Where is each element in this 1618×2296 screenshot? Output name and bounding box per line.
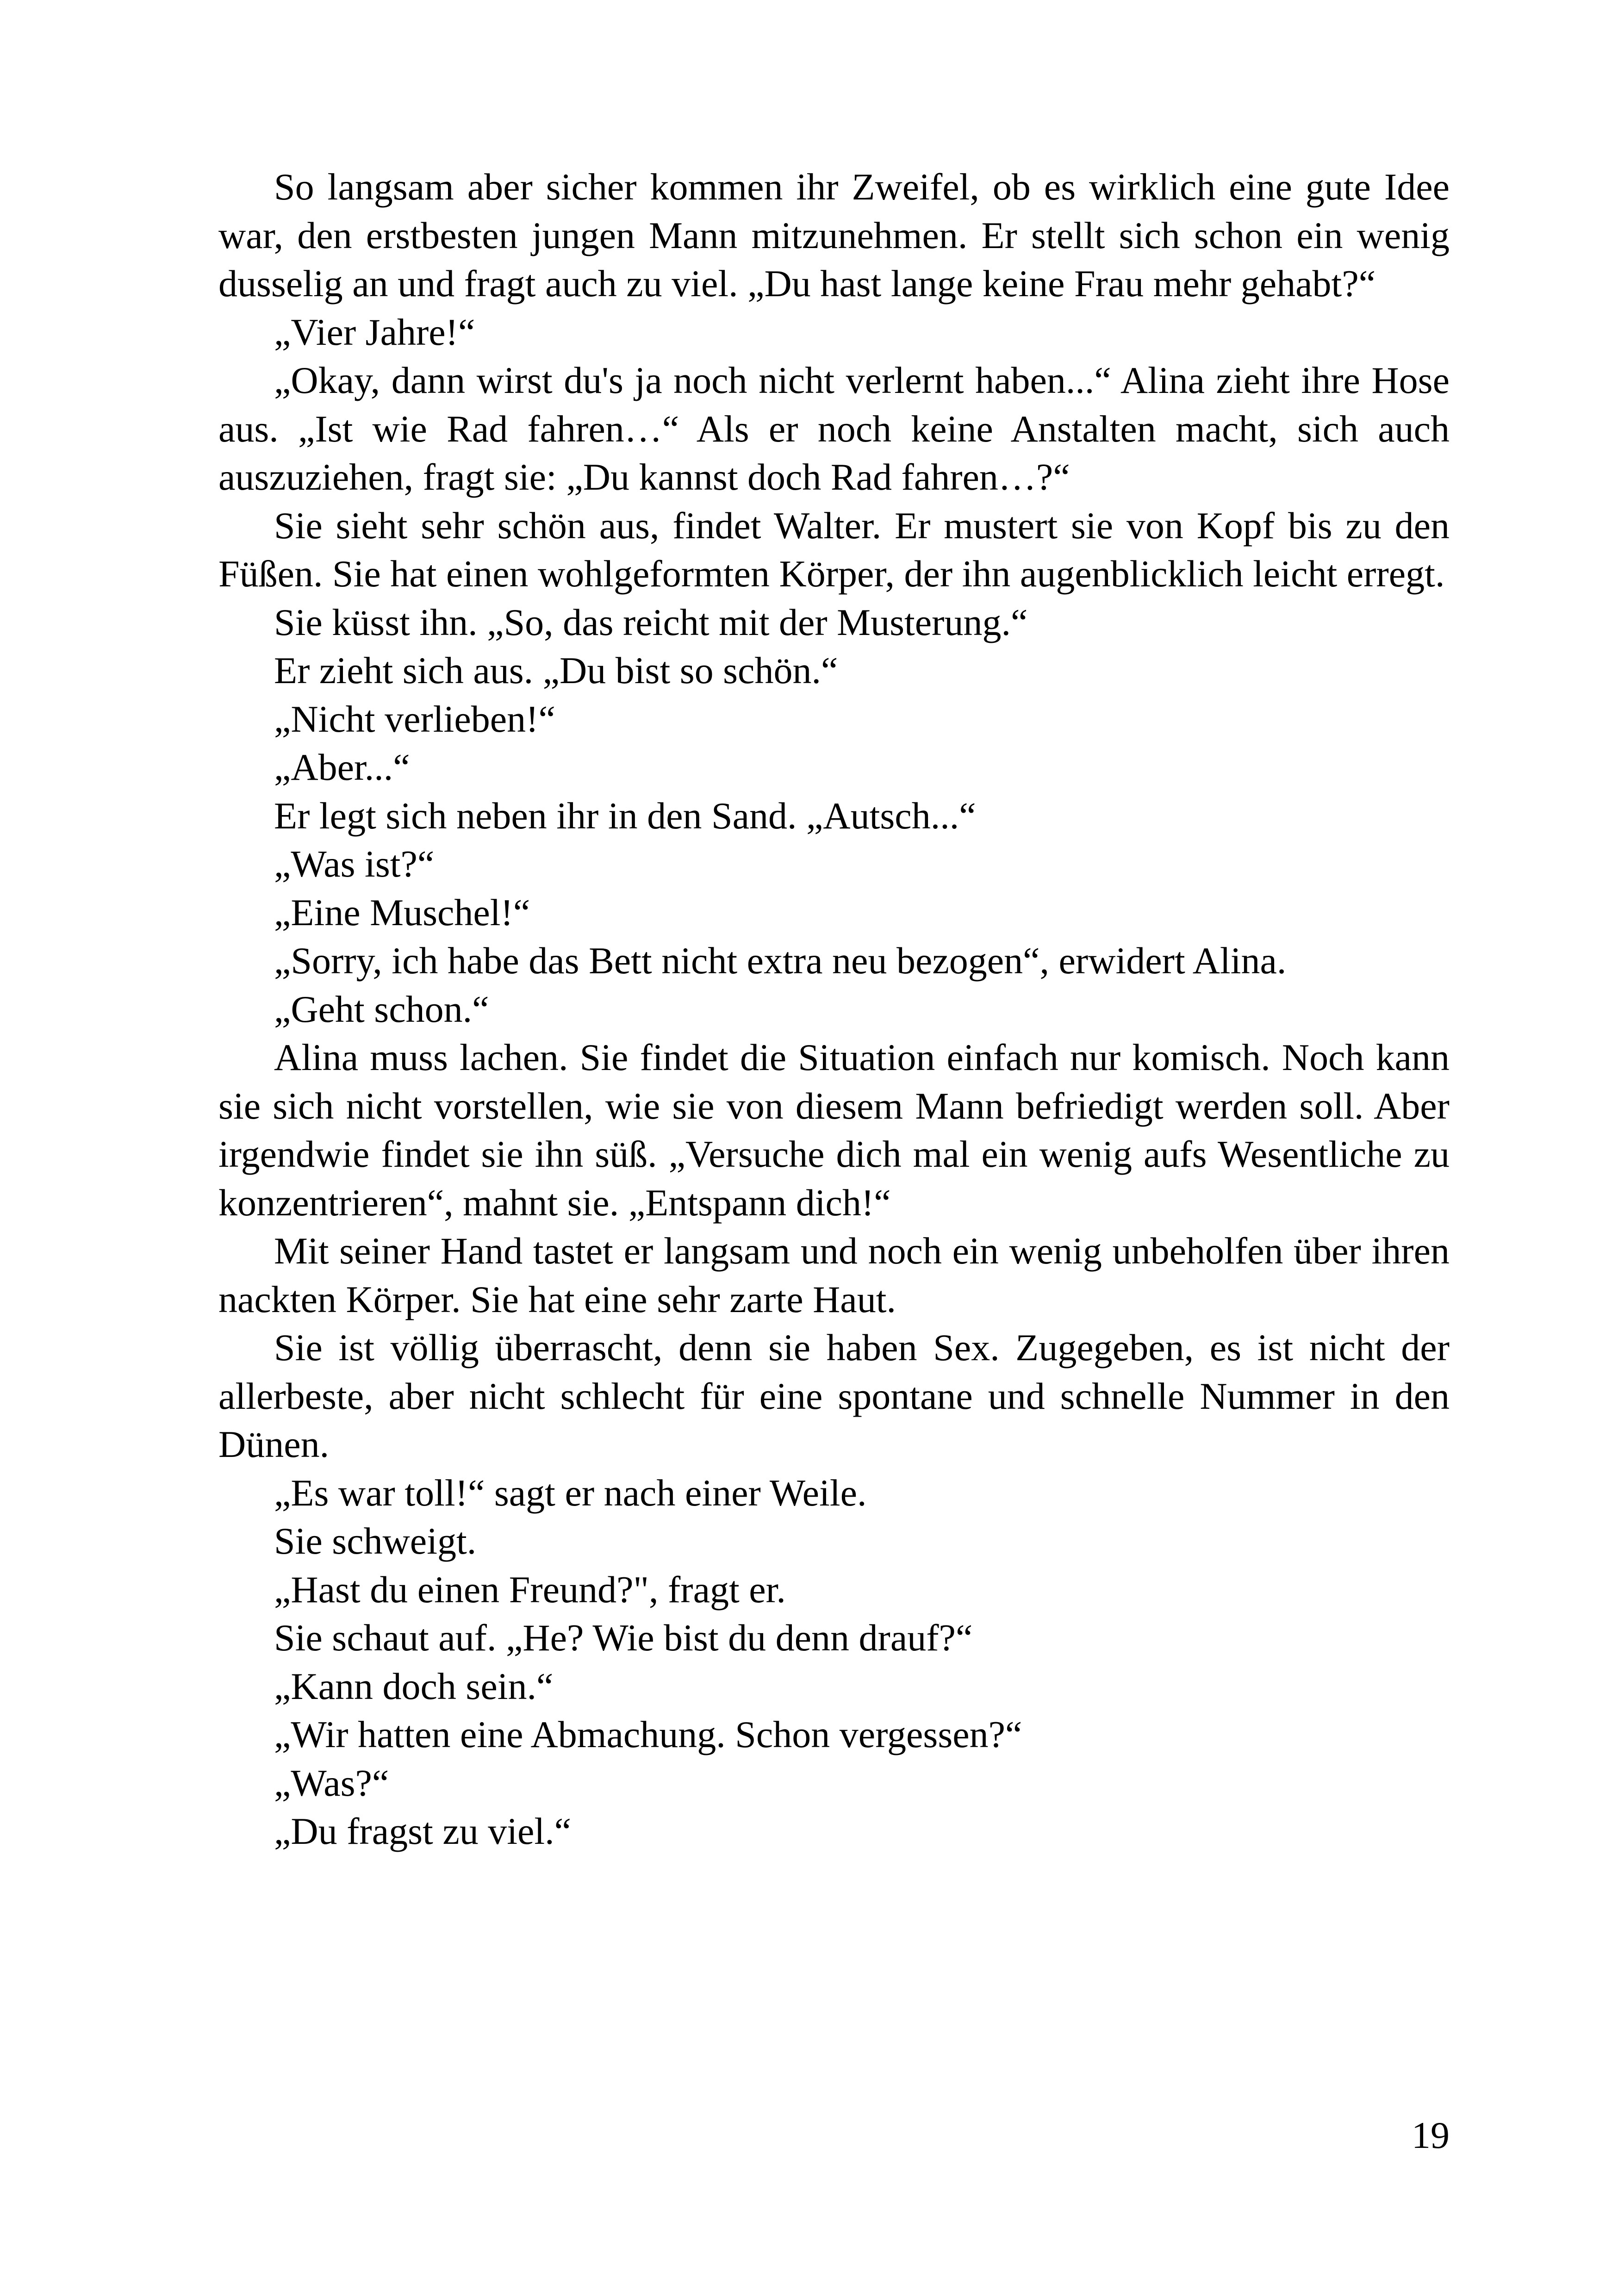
paragraph: Sie küsst ihn. „So, das reicht mit der Musterung.“ <box>274 601 1028 643</box>
page-number: 19 <box>1412 2114 1450 2156</box>
paragraph: „Kann doch sein.“ <box>274 1665 554 1707</box>
paragraph: „Hast du einen Freund?", fragt er. <box>274 1568 786 1611</box>
paragraph: „Es war toll!“ sagt er nach einer Weile. <box>274 1471 867 1514</box>
paragraph: Er zieht sich aus. „Du bist so schön.“ <box>274 649 838 691</box>
paragraph: Er legt sich neben ihr in den Sand. „Autsch...“ <box>274 794 976 837</box>
paragraph: Sie schaut auf. „He? Wie bist du denn drauf?“ <box>274 1617 973 1659</box>
paragraph: So langsam aber sicher kommen ihr Zweifel, ob es wirklich eine gute Idee war, den erstbesten jungen Mann mitzunehmen. Er stellt sich schon ein wenig dusselig an und fragt auch zu viel. „Du hast lange keine Frau mehr gehabt?“ <box>218 166 1450 305</box>
body-text <box>218 163 1450 1856</box>
paragraph: „Was ist?“ <box>274 843 435 885</box>
paragraph: Sie schweigt. <box>274 1520 477 1562</box>
paragraph: „Was?“ <box>274 1761 389 1804</box>
paragraph: „Nicht verlieben!“ <box>274 697 555 740</box>
paragraph: Sie ist völlig überrascht, denn sie haben Sex. Zugegeben, es ist nicht der allerbeste, aber nicht schlecht für eine spontane und schnelle Nummer in den Dünen. <box>218 1326 1450 1465</box>
paragraph: „Okay, dann wirst du's ja noch nicht verlernt haben...“ Alina zieht ihre Hose aus. „Ist wie Rad fahren…“ Als er noch keine Anstalten macht, sich auch auszuziehen, fragt sie: „Du kannst doch Rad fahren…?“ <box>218 359 1450 498</box>
paragraph: Sie sieht sehr schön aus, findet Walter. Er mustert sie von Kopf bis zu den Füßen. Sie hat einen wohlgeformten Körper, der ihn augenblicklich leicht erregt. <box>218 504 1450 595</box>
paragraph: Alina muss lachen. Sie findet die Situation einfach nur komisch. Noch kann sie sich nicht vorstellen, wie sie von diesem Mann befriedigt werden soll. Aber irgendwie findet sie ihn süß. „Versuche dich mal ein wenig aufs Wesentliche zu konzentrieren“, mahnt sie. „Entspann dich!“ <box>218 1036 1450 1224</box>
paragraph: „Aber...“ <box>274 746 410 788</box>
paragraph: „Vier Jahre!“ <box>274 311 475 353</box>
paragraph: „Eine Muschel!“ <box>274 891 530 933</box>
paragraph: „Du fragst zu viel.“ <box>274 1810 572 1852</box>
paragraph: „Geht schon.“ <box>274 988 489 1030</box>
paragraph: „Wir hatten eine Abmachung. Schon vergessen?“ <box>274 1713 1022 1755</box>
paragraph: Mit seiner Hand tastet er langsam und noch ein wenig unbeholfen über ihren nackten Körper. Sie hat eine sehr zarte Haut. <box>218 1230 1450 1320</box>
paragraph: „Sorry, ich habe das Bett nicht extra neu bezogen“, erwidert Alina. <box>274 940 1287 982</box>
